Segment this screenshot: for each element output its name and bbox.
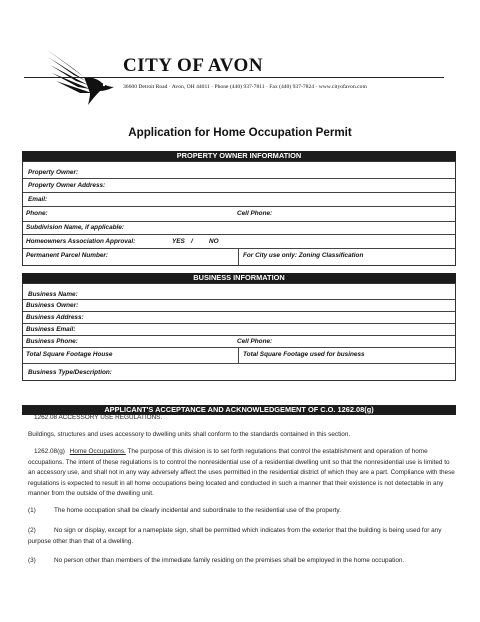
parcel-number-label[interactable]: Permanent Parcel Number: bbox=[26, 252, 109, 259]
property-owner-address-label: Property Owner Address: bbox=[28, 182, 106, 189]
hoa-label: Homeowners Association Approval: bbox=[26, 238, 136, 245]
section-reference: 1262.08(g) bbox=[34, 448, 65, 455]
hoa-yes-option[interactable]: YES bbox=[172, 238, 185, 245]
cell-phone-label[interactable]: Cell Phone: bbox=[237, 210, 273, 217]
business-email-label: Business Email: bbox=[26, 326, 76, 333]
item-text: No person other than members of the immediate family residing on the premises shall be employed in the home occupation. bbox=[54, 557, 405, 564]
zoning-classification-label: For City use only: Zoning Classification bbox=[243, 252, 364, 259]
header-rule bbox=[24, 77, 444, 78]
sqft-divider bbox=[238, 348, 239, 363]
property-owner-address-row[interactable] bbox=[23, 179, 455, 193]
item-text: The home occupation shall be clearly incidental and subordinate to the residential use of the property. bbox=[54, 507, 341, 514]
city-name: CITY OF AVON bbox=[123, 55, 264, 76]
business-owner-row[interactable] bbox=[23, 300, 455, 312]
property-owner-label: Property Owner: bbox=[28, 169, 79, 176]
subdivision-row[interactable] bbox=[23, 222, 455, 235]
business-type-row[interactable] bbox=[23, 364, 455, 381]
section-title: Home Occupations. bbox=[69, 448, 126, 455]
business-owner-label: Business Owner: bbox=[26, 302, 79, 309]
email-label: Email: bbox=[28, 196, 48, 203]
business-phone-row bbox=[23, 336, 455, 348]
page-title: Application for Home Occupation Permit bbox=[128, 126, 352, 139]
regulations-heading: 1262.08 ACCESSORY USE REGULATIONS. bbox=[34, 414, 163, 421]
email-row[interactable] bbox=[23, 193, 455, 207]
phone-row bbox=[23, 207, 455, 222]
business-cell-phone-label[interactable]: Cell Phone: bbox=[237, 338, 273, 345]
hoa-no-option[interactable]: NO bbox=[209, 238, 219, 245]
item-3 bbox=[28, 556, 458, 567]
section-body: The purpose of this division is to set forth regulations that control the establishment and operation of home occupations. The intent of these regulations is to control the nonresidential use of a residential dwelling unit so that the nonresidential use is limited to an accessory use, and shall not in any way adversely affect the uses permitted in the residential district of which they are a part. Compliance with these regulations is expected to result in all home occupations being located and conducted in such a manner that their existence is not detectable in any manner from the outside of the dwelling unit. bbox=[28, 448, 455, 498]
business-name-label: Business Name: bbox=[28, 291, 78, 298]
parcel-divider bbox=[238, 249, 239, 266]
city-address: 36600 Detroit Road · Avon, OH 44011 · Phone (440) 937-7811 · Fax (440) 937-7824 · www.cityofavon.com bbox=[123, 84, 367, 90]
property-owner-form bbox=[22, 161, 456, 266]
sqft-business-label[interactable]: Total Square Footage used for business bbox=[243, 351, 365, 358]
item-number: (2) bbox=[28, 527, 36, 534]
acceptance-section-header: APPLICANT'S ACCEPTANCE AND ACKNOWLEDGEMENT OF C.O. 1262.08(g) bbox=[22, 405, 456, 415]
intro-paragraph: Buildings, structures and uses accessory to dwelling units shall conform to the standards contained in this section. bbox=[28, 431, 351, 438]
property-owner-row[interactable] bbox=[23, 162, 455, 179]
phone-label[interactable]: Phone: bbox=[26, 210, 48, 217]
business-name-row[interactable] bbox=[23, 284, 455, 300]
business-form bbox=[22, 283, 456, 381]
parcel-row bbox=[23, 249, 455, 266]
business-address-label: Business Address: bbox=[26, 314, 84, 321]
item-number: (1) bbox=[28, 507, 36, 514]
square-footage-row bbox=[23, 348, 455, 364]
sqft-house-label[interactable]: Total Square Footage House bbox=[26, 351, 113, 358]
business-email-row[interactable] bbox=[23, 324, 455, 336]
item-text: No sign or display, except for a nameplate sign, shall be permitted which indicates from the exterior that the building is being used for any purpose other than that of a dwelling. bbox=[28, 527, 442, 545]
business-type-label: Business Type/Description: bbox=[28, 369, 112, 376]
subdivision-label: Subdivision Name, if applicable: bbox=[26, 224, 125, 231]
home-occupations-paragraph bbox=[28, 447, 458, 500]
hoa-separator: / bbox=[191, 238, 193, 245]
item-2 bbox=[28, 526, 458, 547]
business-phone-label[interactable]: Business Phone: bbox=[26, 338, 78, 345]
item-1 bbox=[28, 506, 458, 517]
business-section-header: BUSINESS INFORMATION bbox=[22, 273, 456, 283]
property-owner-section-header: PROPERTY OWNER INFORMATION bbox=[22, 151, 456, 161]
hoa-row bbox=[23, 235, 455, 249]
item-number: (3) bbox=[28, 557, 36, 564]
business-address-row[interactable] bbox=[23, 312, 455, 324]
